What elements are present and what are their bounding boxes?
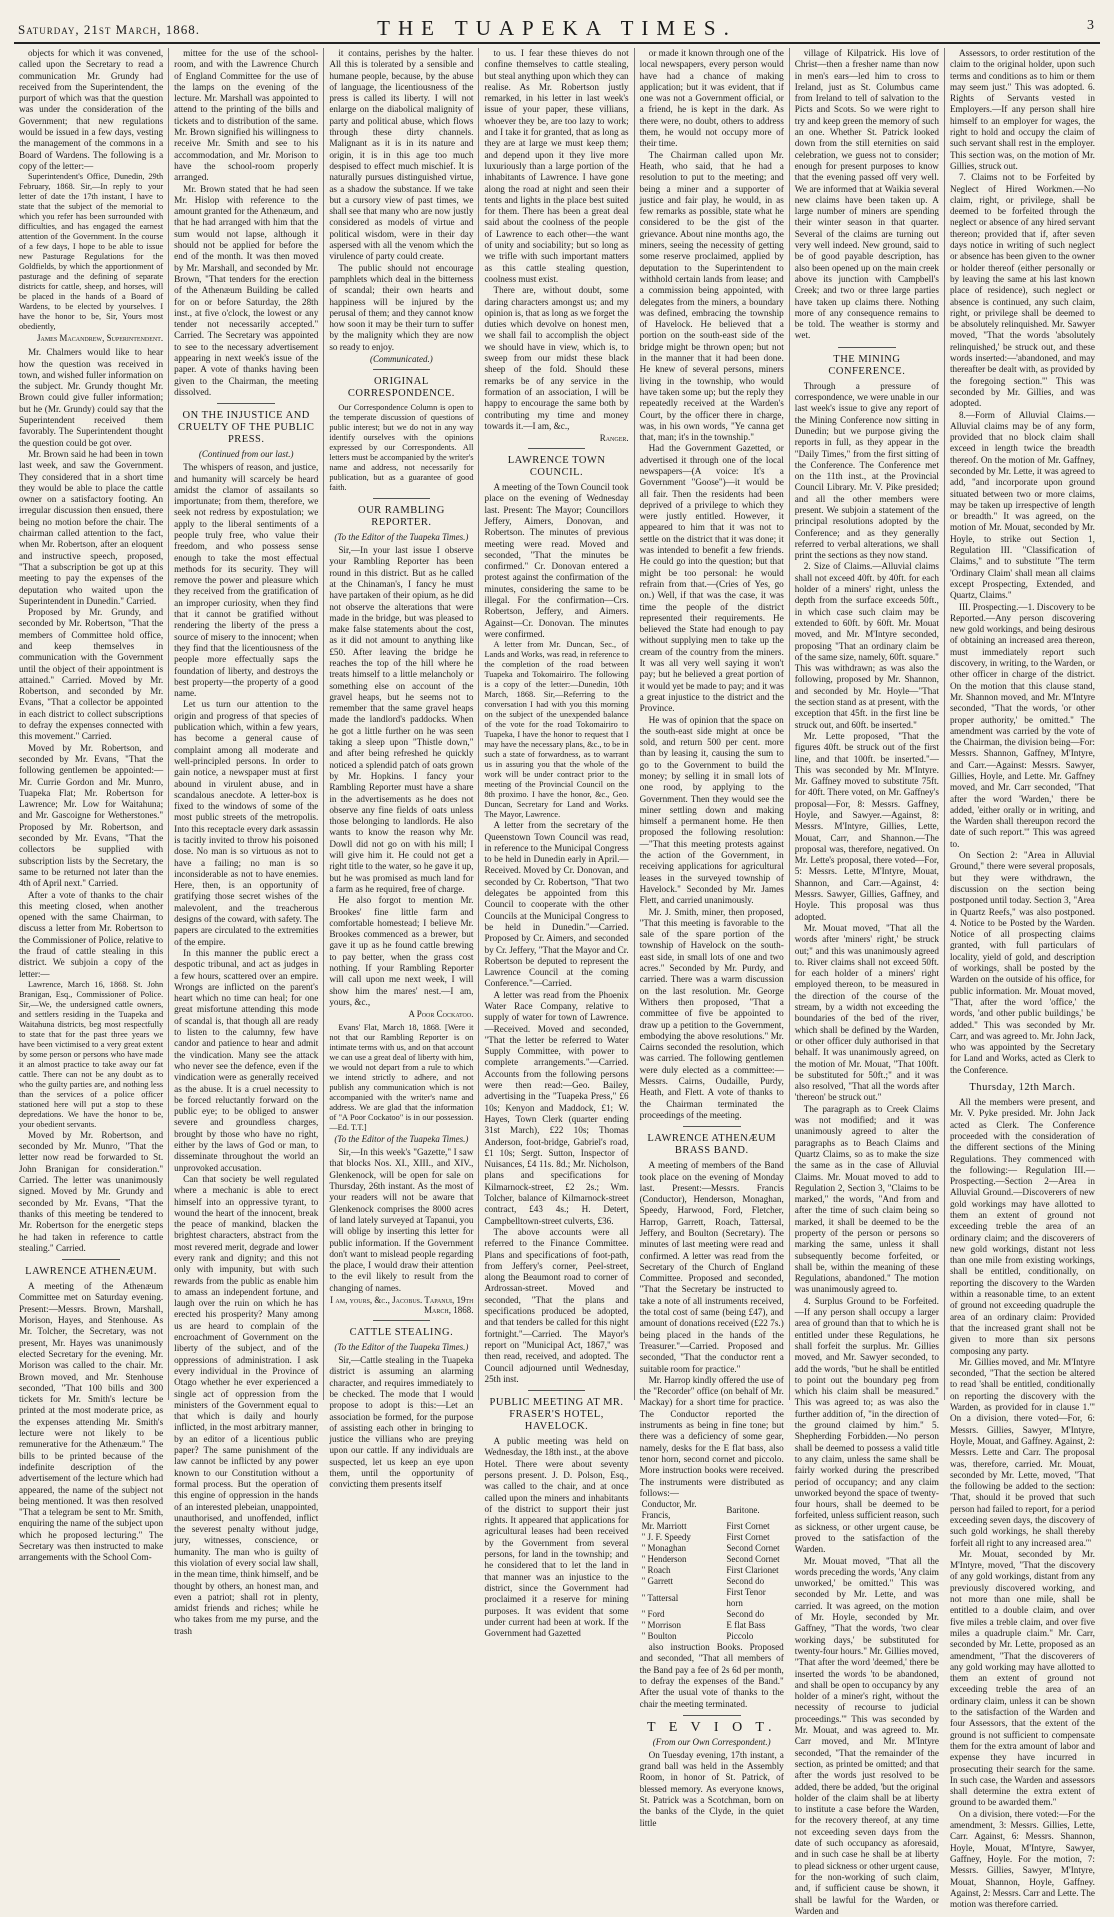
divider (62, 1259, 120, 1260)
article-paragraph: to us. I fear these thieves do not confine themselves to cattle stealing, but steal anything upon which they can realise. As Mr. Robertson justly remarked, in his letter in last week's issue of your paper, these villians, whoever they be, are too lazy to work; and I take it for granted, that as long as they are at large we must keep them; and depend upon it they live more luxuriously than a large portion of the inhabitants of Lawrence. I have gone along the road at night and seen their tents and lights in the place best suited for them. There has been a great deal said about the coolness of the people of Lawrence to each other—the want of unity and sociability; but so long as we trifle with such important matters as this cattle stealing question, coolness must exist. (484, 48, 629, 284)
letter-signature: A Poor Cockatoo. (408, 1009, 474, 1020)
player-name: Conductor, Mr. Francis, (641, 1499, 697, 1521)
columns (14, 48, 1100, 1916)
instrument-row (640, 1609, 784, 1620)
player-name: " Tattersal (641, 1592, 679, 1603)
instrument-row (640, 1576, 784, 1587)
letter-signature: I am, yours, &c., Jacobus. Tapanui, 19th March, 1868. (330, 1295, 474, 1316)
instrument-name: Second Cornet (726, 1554, 780, 1565)
article-paragraph: A meeting of members of the Band took place on the evening of Monday last. Present:—Messrs. Francis (Conductor), Henderson, Monaghan, Speedy, Harwood, Ford, Fletcher, Harrop, Garrett, Roach, Tattersal, Jeffery, and Boulton (Secretary). The minutes of last meeting were read and confirmed. A letter was read from the Secretary of the Church of England Committee. Proposed and seconded, "That the Secretary be instructed to take a note of all instruments received, the total cost of same (being £47), and amount of donations received (£22 7s.) being placed in the hands of the Treasurer."—Carried. Proposed and seconded, "That the conductor rent a suitable room for practice." (639, 1160, 784, 1374)
letter-signature: Ranger. (599, 433, 629, 444)
section-heading: ON THE INJUSTICE AND CRUELTY OF THE PUBLIC PRESS. (178, 410, 315, 446)
instrument-row (640, 1565, 784, 1576)
divider (683, 1715, 741, 1716)
divider (217, 403, 275, 404)
article-paragraph: Let us turn our attention to the origin and progress of that species of publication which, within a few years, has become a general cause of complaint among all moderate and well-principled persons. In order to gain notice, a newspaper must at first abound in virulent abuse, and in scandalous anecdote. A letter-box is fixed to the windows of some of the most public streets of the metropolis. Into this receptacle every dark assassin is tacitly invited to throw his poisoned dose. No man is so virtuous as not to have a failing; no man is so inconsiderable as not to have enemies. Here, then, is an opportunity of gratifying those secret wishes of the malevolent, and the treacherous designs of the coward, with safety. The papers are circulated to the extremities of the empire. (174, 699, 319, 947)
section-heading: THE MINING CONFERENCE. (828, 353, 906, 377)
divider (683, 1126, 741, 1127)
instrument-name: Second Cornet (726, 1543, 780, 1554)
column-2 (169, 48, 324, 1636)
letter-text: Superintendent's Office, Dunedin, 29th February, 1868. Sir,—In reply to your letter of date the 17th instant, I have to state that the subject of the memorial to which you refer has been surrounded with difficulties, and has engaged the earnest attention of the Government. In the course of a few days, I hope to be able to issue new Pasturage Regulations for the Goldfields, by which the apportionment of pasturage and the defining of separate districts for cattle, sheep, and horses, will be placed in the hands of a Board of Wardens, to be elected by yourselves. I have the honor to be, Sir, Yours most obediently, (19, 172, 164, 332)
article-paragraph: On a division, there voted:—For the amendment, 3: Messrs. Gillies, Lette, Carr. Against, 6: Messrs. Shannon, Hoyle, Mouat, M'Intyre, Sawyer, Gaffney, Hoyle. For the motion, 7: Messrs. Gillies, Sawyer, M'Intyre, Mouat, Shannon, Hoyle, Gaffney. Against, 2: Messrs. Carr and Lette. The motion was therefore carried. (949, 1808, 1095, 1910)
article-paragraph: Through a pressure of correspondence, we were unable in our last week's issue to give any report of the Mining Conference now sitting in Dunedin; but we purpose giving the reports in full, as they appear in the "Daily Times," from the first sitting of the Conference. The Conference met on the 11th inst., at the Provincial Council Library. Mr. V. Pike presided; and all the other members were present. We subjoin a statement of the principal resolutions adopted by the Conference; and as they generally referred to verbal alterations, we shall print the sections as they now stand. (794, 380, 939, 561)
divider (373, 498, 431, 499)
instrument-row (640, 1521, 784, 1532)
article-paragraph: III. Prospecting.—1. Discovery to be Reported.—Any person discovering new gold workings, and being desirous of obtaining an increased area thereon, must immediately report such discovery, in writing, to the Warden, or other officer in charge of the district. On the motion that this clause stand, Mr. Shannon moved, and Mr. M'Intyre seconded, "That the words, 'or other proper authority,' be omitted." The amendment was carried by the vote of the Chairman, the division being—For: Messrs. Shannon, Gaffney, M'Intyre, and Carr.—Against: Messrs. Sawyer, Gillies, Hoyle, and Lette. Mr. Gaffney moved, and Mr. Carr seconded, "That after the word 'Warden,' there be added, 'either orally or in writing, and the Warden shall thereupon record the date of such report.'" This was agreed to. (949, 601, 1095, 849)
instrument-name: Second do (726, 1576, 765, 1587)
article-paragraph: Mr. Chalmers would like to hear how the question was received in town, and wished fuller information on the subject. Mr. Grundy thought Mr. Brown could give fuller information; but he (Mr. Grundy) could say that the Superintendent received them favorably. The Superintendent thought the question could be got over. (19, 347, 164, 448)
column-1 (14, 48, 169, 1563)
article-paragraph: Sir,—In this week's "Gazette," I saw that blocks Nos. XI., XIII., and XIV., Glenkenock, will be open for sale on Thursday, 26th instant. As the most of your readers will not be aware that Glenkenock comprises the 8000 acres of land lately surveyed at Tapanui, you will oblige by inserting this letter for public information. If the Government don't want to mislead people regarding the place, I would draw their attention to the evil likely to result from the changing of names. (329, 1147, 474, 1293)
article-paragraph: The whispers of reason, and justice, and humanity will scarcely be heard amidst the clamor of assailants so importunate; from them, therefore, we seek not redress by expostulation; we apply to the liberal sentiments of a people truly free, who value their freedom, and who possess sense enough to take the most effectual methods for its security. They will remove the power and pleasure which they received from the gratification of an improper curiosity, when they find that it cannot be gratified without rendering the liberty of the press a source of misery to the innocent; when they find that the licentiousness of the people more effectually saps the foundation of liberty, and destroys the best property—the property of a good name. (174, 462, 319, 699)
article-paragraph: On Tuesday evening, 17th instant, a grand ball was held in the Assembly Room, in honor of St. Patrick, of blessed memory. As everyone knows, St. Patrick was a Scotchman, born on the banks of the Clyde, in the quiet little (639, 1749, 784, 1828)
column-3 (324, 48, 479, 1490)
section-subheading: (From our Own Correspondent.) (652, 1736, 771, 1747)
section-heading: LAWRENCE ATHENÆUM. (25, 1266, 157, 1278)
section-subheading: (Communicated.) (370, 354, 433, 365)
instrument-row (640, 1543, 784, 1554)
section-heading: LAWRENCE TOWN COUNCIL. (507, 455, 606, 479)
article-paragraph: Mr. Mouat moved, "That all the words preceding the words, 'Any claim unworked,' be omitted." This was seconded by Mr. Lette, and was carried. It was agreed, on the motion of Mr. Hoyle, seconded by Mr. Gaffney, "That the words, 'two clear working days,' be substituted for twenty-four hours." Mr. Gillies moved, "That after the word 'deemed,' there be inserted the words 'to be abandoned, and shall be open to occupancy by any holder of a miner's right, without the necessity of recourse to judicial proceedings.'" This was seconded by Mr. Mouat, and was agreed to. Mr. Carr moved, and Mr. M'Intyre seconded, "That the remainder of the section, as printed be omitted; and that after the words just resolved to be added, there be added, 'but the original holder of the claim shall be at liberty to institute a case before the Warden, for the recovery thereof, at any time not exceeding seven days from the date of such occupancy as aforesaid, and in such case he shall be at liberty to plead sickness or other urgent cause, for the non-working of such claim, and, if sufficient cause be shown, it shall be lawful for the Warden, or Warden and (794, 1555, 939, 1916)
instrument-list (640, 1499, 784, 1642)
article-paragraph: A public meeting was held on Wednesday, the 18th inst., at the above Hotel. There were about seventy persons present. J. D. Polson, Esq., was called to the chair, and at once called upon the miners and inhabitants of the district to support their just rights. It appeared that applications for agricultural leases had been received by the Government from several persons, for land in the township; and he considered that to let the land in that manner was an injustice to the district, since the Government had proclaimed it a reserve for mining purposes. It was evident that some under current had been at work. If the Government had Gazetted (484, 1436, 629, 1639)
instrument-row (640, 1554, 784, 1565)
column-5 (635, 48, 790, 1828)
section-heading: T E V I O T. (646, 1719, 777, 1735)
article-paragraph: Mr. Gillies moved, and Mr. M'Intyre seconded, "That the section be altered to read 'shall be entitled, conditionally on reporting the discovery with the Warden, as provided for in clause 1.'" On a division, there voted—For, 6: Messrs. Gillies, Sawyer, M'Intyre, Hoyle, Mouat, and Gaffney. Against, 2: Messrs. Lette and Carr. The proposal was, therefore, carried. Mr. Mouat, seconded by Mr. Lette, moved, "That the following be added to the section: 'That, should it be proved that such person had failed to report, for a period exceeding seven days, the discovery of such gold workings, he shall thereby forfeit all right to any increased area.'" (949, 1356, 1095, 1548)
instrument-name: First Cornet (726, 1521, 770, 1532)
player-name: " Henderson (641, 1554, 687, 1565)
article-paragraph: Sir,—Cattle stealing in the Tuapeka district is assuming an alarming character, and requires immediately to be checked. The mode that I would propose to adopt is this:—Let an association be formed, for the purpose of assisting each other in bringing to justice the villians who are preying upon our cattle. If any individuals are suspected, let us keep an eye upon them, until the opportunity of convicting them presents itself (329, 1355, 474, 1490)
article-paragraph: A letter was read from the Phoenix Water Race Company, relative to supply of water for town of Lawrence.—Received. Moved and seconded, "That the letter be referred to Water Supply Committee, with power to complete arrangements."—Carried. Accounts from the following persons were then read:—Geo. Bailey, advertising in the "Tuapeka Press," £6 10s; Kenyon and Maddock, £1; W. Hayes, Town Clerk (quarter ending 31st March), £22 10s; Thomas Anderson, foot-bridge, Gabriel's road, £1 10s; Sergt. Sutton, Inspector of Nuisances, £4 11s. 8d.; Mr. Nicholson, plans and specifications for Kilmarnock-street, £2 2s.; Wm. Tolcher, balance of Kilmarnock-street contract, £43 4s.; H. Detert, Campbelltown-street culverts, £36. (484, 989, 629, 1226)
divider (373, 369, 431, 370)
article-paragraph: 8.—Form of Alluvial Claims.—Alluvial claims may be of any form, provided that no block claim shall exceed in length twice the breadth thereof. On the motion of Mr. Gaffney, seconded by Mr. Lette, it was agreed to add, "and incorporate upon ground situated between two or more claims, may be taken up irrespective of length or breadth." It was agreed, on the motion of Mr. Mouat, seconded by Mr. Hoyle, to strike out Section 1, Regulation III. "Classification of Claims," and to substitute "The term 'Ordinary Claim' shall mean all claims except Prospecting, Extended, and Quartz, Claims." (949, 409, 1095, 601)
section-subheading: (To the Editor of the Tuapeka Times.) (334, 1134, 469, 1145)
newspaper-title: THE TUAPEKA TIMES. (377, 16, 737, 40)
player-name: " Boulton (641, 1631, 677, 1642)
section-heading: LAWRENCE ATHENÆUM BRASS BAND. (647, 1133, 777, 1157)
divider (528, 448, 586, 449)
article-paragraph: 2. Size of Claims.—Alluvial claims shall not exceed 40ft. by 40ft. for each holder of a miners' right, unless the depth from the surface exceeds 50ft., in which case such claim may be extended to 60ft. by 60ft. Mr. Mouat moved, and Mr. M'Intyre seconded, proposing "That an ordinary claim be of the same size, namely, 60ft. square." This was withdrawn; as was also the following, proposed by Mr. Shannon, and seconded by Mr. Hoyle—"That the section stand as at present, with the exception that 45ft. in the first line be struck out, and 60ft. be inserted." (794, 561, 939, 730)
article-paragraph: Mr. Brown said he had been in town last week, and saw the Government. They considered that in a short time they would be able to place the cattle owner on a satisfactory footing. An irregular discussion then ensued, there being no motion before the chair. The chairman called attention to the fact, when Mr. Robertson, after an eloquent and instructive speech, proposed, "That a subscription be got up at this meeting to pay the expenses of the deputation who waited upon the Superintendent in Dunedin." Carried. (19, 448, 164, 606)
letter-text: Lawrence, March 16, 1868. St. John Branigan, Esq., Commissioner of Police. Sir,—We, the undersigned cattle owners, and settlers residing in the Tuapeka and Waitahuna districts, beg most respectfully to state that for the past three years we have been victimised to a very great extent by some person or persons who have made it an almost practice to take away our fat cattle. There can not be any doubt as to who the guilty parties are, and nothing less than the services of a police officer stationed here will put a stop to these depredations. We have the honor to be, your obedient servants. (19, 979, 164, 1129)
article-paragraph: He also forgot to mention Mr. Brookes' fine little farm and comfortable homestead; I believe Mr. Brookes commenced as a brewer, but gave it up as he found cattle brewing to pay better, when the grass cost nothing. If your Rambling Reporter will call upon me next week, I will show him the mares' nest.—I am, yours, &c., (329, 895, 474, 1007)
instrument-row (640, 1620, 784, 1631)
instrument-name: First Cornet (726, 1532, 770, 1543)
article-paragraph: A meeting of the Town Council took place on the evening of Wednesday last. Present: The Mayor; Councillors Jeffery, Aimers, Donovan, and Robertson. The minutes of previous meeting were read. Moved and seconded, "That the minutes be confirmed." Cr. Donovan entered a protest against the confirmation of the minutes, considering the same to be illegal. For the confirmation—Crs. Robertson, Jeffery, and Aimers. Against—Cr. Donovan. The minutes were confirmed. (484, 482, 629, 639)
section-heading: OUR RAMBLING REPORTER. (357, 505, 445, 529)
article-paragraph: The public should not encourage pamphlets which deal in the bitterness of scandal; their own hearts and happiness will be injured by the perusal of them; and they cannot know how soon it may be their turn to suffer by the malignity which they are now so ready to enjoy. (329, 262, 474, 352)
divider (838, 347, 896, 348)
article-paragraph: Mr. Mouat, seconded by Mr. M'Intyre, moved, "That the discovery of any gold workings, distant from any previously discovered working, and not more than one mile, shall be entitled to a double claim, and over five miles a treble claim, and over five miles a quadruple claim." Mr. Carr, seconded by Mr. Lette, proposed as an amendment, "That the discoverers of any gold working may have allotted to them an extent of ground not exceeding treble the area of an ordinary claim, unless it can be shown to the satisfaction of the Warden and four Assessors, that the extent of the ground is not sufficient to compensate them for the extra amount of labor and expense they have incurred in prosecuting their search for the same. In such case, the Warden and assessors shall determine the extra extent of ground to be awarded them." (949, 1548, 1095, 1808)
section-heading: CATTLE STEALING. (349, 1327, 454, 1339)
instrument-name: Second do (726, 1609, 765, 1620)
section-subheading: (To the Editor of the Tuapeka Times.) (334, 532, 469, 543)
article-paragraph: 7. Claims not to be Forfeited by Neglect of Hired Workmen.—No claim, right, or privilege, shall be deemed to be forfeited through the neglect or absence of any hired servant thereon; provided that if, after seven days notice in writing of such neglect or absence has been given to the owner or holder thereof (either personally or by leaving the same at his last known place of residence), such neglect or absence is continued, any such claim, right, or privilege shall be deemed to be absolutely relinquished. Mr. Sawyer moved, "That the words 'absolutely relinquished,' be struck out, and these words inserted:—'abandoned, and may thereafter be dealt with, as provided by the foregoing section.'" This was seconded by Mr. Gillies, and was adopted. (949, 172, 1095, 409)
article-paragraph: 4. Surplus Ground to be Forfeited.—If any person shall occupy a larger area of ground than that to which he is entitled under these Regulations, he shall forfeit the surplus. Mr. Gillies moved, and Mr. Sawyer seconded, to add the words, "but he shall be entitled to point out the boundary peg from which his claim shall be measured." This was agreed to; as was also the further addition of, "in the direction of the ground claimed by him." 5. Shepherding Forbidden.—No person shall be deemed to possess a valid title to any claim, unless the same shall be fairly worked during the prescribed period of occupancy; and any claim unworked beyond the space of twenty-four hours, shall be deemed to be forfeited, unless sufficient reason, such as sickness, or other urgent cause, be proved to the satisfaction of the Warden. (794, 1295, 939, 1555)
article-paragraph: objects for which it was convened, called upon the Secretary to read a communication Mr. Grundy had received from the Superintendent, the purport of which was that the question was under the consideration of the Government; that new regulations would be issued in a few days, vesting the management of the commons in a Board of Wardens. The following is a copy of the letter:— (19, 48, 164, 171)
article-paragraph: A meeting of the Athenæum Committee met on Saturday evening. Present:—Messrs. Brown, Marshall, Morison, Hayes, and Stenhouse. As Mr. Tolcher, the Secretary, was not present, Mr. Hayes was unanimously elected Secretary for the evening. Mr. Morison was called to the chair. Mr. Brown moved, and Mr. Stenhouse seconded, "That 100 bills and 300 tickets for Mr. Smith's lecture be printed at the most moderate price, as the expenses attending Mr. Smith's lecture were not likely to be remunerative for the Athenæum." The bills to be printed because of the indefinite description of the advertisement of the lecture which had appeared, the name of the subject not being mentioned. It was then resolved "That a telegram be sent to Mr. Smith, enquiring the name of the subject upon which he proposed lecturing." The Secretary was then instructed to make arrangements with the School Com- (19, 1281, 164, 1563)
article-paragraph: Had the Government Gazetted, or advertised it through one of the local newspapers—(A voice: It's a Government "Goose")—it would be all fair. Then the residents had been deprived of a privilege to which they were justly entitled. However, it appeared to him that it was not to settle on the district that it was done; it was intended to benefit a few friends. He could go into the question; but that might be too personal: he would refrain from that.—(Cries of Yes, go on.) Well, if that was the case, it was time the people of the district represented their requirements. He believed the State had enough to pay without supplying men to take up the cream of the country from the miners. It was all very well saying it won't pay; but he believed a great portion of it would yet be made to pay; and it was a great injustice to the district and the Province. (639, 443, 784, 714)
article-paragraph: it contains, perishes by the halter. All this is tolerated by a sensible and humane people, because, by the abuse of language, the licentiousness of the press is called its liberty. I will not enlarge on the diabolical malignity of party and political abuse, which flows through these dirty channels. Malignant as it is in its nature and origin, it is in this age too much despised to effect much mischief. It is naturally pursues distinguished virtue, as a shadow the substance. If we take but a cursory view of past times, we shall see that many who are now justly considered as models of virtue and political wisdom, were in their day aspersed with all the venom which the virulence of party could create. (329, 48, 474, 262)
divider (373, 1320, 431, 1321)
article-paragraph: Moved by Mr. Robertson, and seconded by Mr. Munro, "That the letter now read be forwarded to St. John Branigan for consideration." Carried. The letter was unanimously signed. Moved by Mr. Grundy and seconded by Mr. Evans, "That the thanks of this meeting be tendered to Mr. Robertson for the energetic steps he had taken in reference to cattle stealing." Carried. (19, 1129, 164, 1253)
article-paragraph: All the members were present, and Mr. V. Pyke presided. Mr. John Jack acted as Clerk. The Conference proceeded with the consideration of the different sections of the Mining Regulations. They commenced with the following:— Regulation III.—Prospecting.—Section 2—Area in Alluvial Ground.—Discoverers of new gold workings may have allotted to them an extent of ground not exceeding treble the area of an ordinary claim; and the discoverers of new gold workings, distant not less than one mile from existing workings, shall be entitled, conditionally, on reporting the discovery to the Warden within a reasonable time, to an extent of ground not exceeding quadruple the area of an ordinary claim: Provided that the increased grant shall not be given to more than six persons composing any party. (949, 1097, 1095, 1356)
issue-date: Saturday, 21st March, 1868. (18, 22, 200, 37)
player-name: " Ford (641, 1609, 665, 1620)
instrument-row (640, 1499, 784, 1521)
article-paragraph: A letter from the secretary of the Queenstown Town Council was read, in reference to the Municipal Congress to be held in Dunedin early in April.—Received. Moved by Cr. Donovan, and seconded by Cr. Robertson, "That two delegates be appointed from this Council to cooperate with the other Councils at the Municipal Congress to be held in Dunedin."—Carried. Proposed by Cr. Aimers, and seconded by Cr. Jeffery, "That the Mayor and Cr. Robertson be deputed to represent the Lawrence Council at the coming Conference."—Carried. (484, 820, 629, 989)
article-paragraph: In this manner the public erect a despotic tribunal, and act as judges in a few hours, scattered over an empire. Wrongs are inflicted on the parent's heart which no time can heal; for one great misfortune attending this mode of scandal is, that though all are ready to listen to the calumny, few have candor and patience to hear and admit the vindication. Many see the attack who never see the defence, even if the vindication were as generally received as the abuse. It is a cruel necessity to be forced reluctantly forward on the public eye; to be obliged to answer severe and groundless charges, brought by those who have no right, either by the laws of God or man, to disseminate throughout the world an unprovoked accusation. (174, 947, 319, 1173)
column-6 (790, 48, 945, 1916)
player-name: " Monaghan (641, 1543, 687, 1554)
article-paragraph: The Chairman called upon Mr. Heath, who said, that he had a resolution to put to the meeting; and being a miner and a supporter of justice and fair play, he would, in as few remarks as possible, state what he considered to be the gist of the grievance. About nine months ago, the miners, seeing the necessity of getting some reserve proclaimed, applied by deputation to the Superintendent to withhold certain lands from lease; and a commission being appointed, with delegates from the miners, a boundary was defined, embracing the township of Havelock. He believed that a portion on the south-east side of the bridge might be thrown open; but not in the manner that it had been done. He knew of several persons, miners living in the township, who would have taken some up; but the reply they repeatedly received at the Warden's Court, by the officer there in charge, was, in his own words, "Ye canna get that, man; it's in the township." (639, 149, 784, 443)
instrument-name: Baritone. (726, 1504, 760, 1515)
column-7 (945, 48, 1100, 1910)
column-4 (479, 48, 634, 1639)
article-paragraph: Mr. Mouat moved, "That all the words after 'miners' right,' be struck out;" and this was unanimously agreed to. River claims shall not exceed 50ft. for each holder of a miners' right employed thereon, to be measured in the direction of the course of the stream, by a width not exceeding the boundaries of the bed of the river, which shall be defined by the Warden, or other officer duly authorised in that behalf. It was unanimously agreed, on the motion of Mr. Mouat, "That 100ft. be substituted for 50ft.;" and it was also resolved, "That all the words after 'thereon' be struck out." (794, 922, 939, 1103)
letter-signature: James Macandrew, Superintendent. (36, 333, 164, 344)
article-paragraph: Mr. Brown stated that he had seen Mr. Hislop with reference to the amount granted for the Athenæum, and that he had arranged with him that the sum would not lapse, although it should not be applied for before the end of the month. It was then moved by Mr. Marshall, and seconded by Mr. Brown, "That tenders for the erection of the Athenæum Building be called for on or before Saturday, the 28th inst., at five o'clock, the lowest or any tender not necessarily accepted." Carried. The Secretary was appointed to see to the necessary advertisement appearing in next week's issue of the paper. A vote of thanks having been given to the Chairman, the meeting dissolved. (174, 183, 319, 397)
player-name: " Morrison (641, 1620, 682, 1631)
article-paragraph: Mr. Harrop kindly offered the use of the "Recorder" office (on behalf of Mr. Mackay) for a short time for practice. The Conductor reported the instruments as being in fine tone; but there was a deficiency of some gear, namely, desks for the E flat bass, also tenor horn, second cornet and piccolo. More instruction books were received. The instruments were distributed as follows:— (639, 1374, 784, 1498)
player-name: " Roach (641, 1565, 671, 1576)
player-name: " Garrett (641, 1576, 674, 1587)
section-heading: PUBLIC MEETING AT MR. FRASER'S HOTEL, HAVELOCK. (489, 1397, 624, 1433)
instrument-row (640, 1532, 784, 1543)
section-heading: ORIGINAL CORRESPONDENCE. (347, 376, 455, 400)
section-subheading: (To the Editor of the Tuapeka Times.) (334, 1342, 469, 1353)
article-paragraph: Assessors, to order restitution of the claim to the original holder, upon such terms and conditions as to him or them may seem just." This was adopted. 6. Rights of Servants vested in Employers.—If any person shall hire himself to an employer for wages, the right to hold and occupy the claim of such servant shall rest in the employer. This section was, on the motion of Mr. Gillies, struck out. (949, 48, 1095, 171)
article-paragraph: village of Kilpatrick. His love of Christ—then a fresher name than now in men's ears—led him to cross to Ireland, just as St. Columbus came from Ireland to tell of salvation to the Picts and Scots. So we were right to try and keep green the memory of such an one. Whether St. Patrick looked down from the still eternities on said celebration, we guess not to consider; enough for present purposes to know that the evening passed off very well. We are informed that at Waikia several new claims have been taken up. A large number of miners are spending their winter season in that quarter. Several of the claims are turning out very well indeed. New ground, said to be of good payable description, has also been opened up on the main creek above its junction with Campbell's Creek; and two or three large parties have taken up claims there. Nothing more of any consequence remains to be told. The weather is stormy and wet. (794, 48, 939, 341)
instrument-name: E flat Bass (726, 1620, 766, 1631)
editorial-note: Evans' Flat, March 18, 1868. [Were it not that our Rambling Reporter is on intimate terms with us, and on that account we can use a great deal of liberty with him, we would not depart from a rule to which we intend strictly to adhere, and not publish any communication which is not accompanied with the writer's name and address. We are glad that the information of "A Poor Cockatoo" is in our possession.—Ed. T.T.] (329, 1023, 474, 1133)
instrument-row (640, 1631, 784, 1642)
article-paragraph: Mr. J. Smith, miner, then proposed, "That this meeting is favorable to the sale of the spare portion of the township of Havelock on the south-east side, in small lots of one and two acres." Seconded by Mr. Purdy, and carried. There was a warm discussion on the last resolution. Mr. George Withers then proposed, "That a committee of five be appointed to draw up a petition to the Government, embodying the above resolutions." Mr. Cairns seconded the resolution, which was carried. The following gentlemen were duly elected as a committee:—Messrs. Cairns, Oudaille, Purdy, Heath, and Flett. A vote of thanks to the Chairman terminated the proceedings of the meeting. (639, 906, 784, 1120)
article-paragraph: Moved by Mr. Robertson, and seconded by Mr. Evans, "That the following gentlemen be appointed:—Mr. Currie Gordon and Mr. Munro, Tuapeka Flat; Mr. Robertson for Lawrence; Mr. Low for Waitahuna; and Mr. Gascoigne for Wetherstones." Proposed by Mr. Robertson, and seconded by Mr. Evans, "That the collectors be supplied with subscription lists by the Secretary, the same to be returned not later than the 4th of April next." Carried. (19, 742, 164, 889)
article-paragraph: There are, without doubt, some daring characters amongst us; and my opinion is, that as long as we forget the duties which devolve on honest men, we shall fail to accomplish the object we should have in view, which is, to sweep from our midst these black sheep of the fold. Should these remarks be of any service in the formation of an association, I will be happy to encourage the same both by contributing my time and money towards it.—I am, &c., (484, 285, 629, 431)
instrument-name: First Clarionet (726, 1565, 779, 1576)
article-paragraph: Can that society be well regulated where a mechanic is able to erect himself into an oppressive tyrant, to wound the heart of the innocent, break the peace of mankind, blacken the brightest characters, abstract from the most revered merit, degrade and lower every rank and dignity; and this not only with impunity, but with such rewards from the public as enable him to amass an independent fortune, and laugh over the ruin on which he has erected his prosperity? Many among us are heard to complain of the encroachment of Government on the liberty of the subject, and of the oppressions of administration. I ask every individual in the Province of Otago whether he ever experienced a single act of oppression from the ministers of the Government equal to that which is daily and hourly inflicted, in the most arbitrary manner, by an editor of a licentious public paper? The same punishment of the law cannot be inflicted by any power known to our Constitution without a formal process. But the operation of this engine of oppression in the hands of an interested plebeian, unappointed, unauthorised, and unoffended, inflict the severest penalty without judge, jury, witnesses, conscience, or humanity. The man who is guilty of this violation of every social law shall, in the mean time, think himself, and be thought by others, an honest man, and even a patriot; shall rot in plenty, amidst friends and riches; while he who takes from me my purse, and the trash (174, 1173, 319, 1636)
article-paragraph: also instruction Books. Proposed and seconded, "That all members of the Band pay a fee of 2s 6d per month, to defray the expenses of the Band." After the usual vote of thanks to the chair the meeting terminated. (639, 1642, 784, 1709)
divider (528, 1390, 586, 1391)
article-paragraph: The paragraph as to Creek Claims was not modified; and it was unanimously agreed to alter the paragraphs as to Beach Claims and Quartz Claims, so as to make the size the same as in the case of Alluvial Claims. Mr. Mouat moved to add to Regulation 2, Section 3, "Claims to be marked," the words, "And from and after the time of such claim being so marked, it shall be deemed to be the property of the person or persons so marking the same, unless it shall subsequently become forfeited, or shall be, within the meaning of these Regulations, abandoned." The motion was unanimously agreed to. (794, 1103, 939, 1295)
letter-text: A letter from Mr. Duncan, Sec., of Lands and Works, was read, in reference to the completion of the road between Tuapeka and Tokomairiro. The following is a copy of the letter:—Dunedin, 10th March, 1868. Sir,—Referring to the conversation I had with you this morning on the subject of the unexpended balance of the vote for the road Tokomairiro to Tuapeka, I have the honor to request that I may have the necessary plans, &c., to be in such a state of forwardness, as to warrant us in assuring you that the whole of the work will be under contract prior to the meeting of the Provincial Council on the 8th proximo. I have the honor, &c., Geo. Duncan, Secretary for Land and Works. The Mayor, Lawrence. (484, 640, 629, 820)
article-paragraph: The above accounts were all referred to the Finance Committee. Plans and specifications of foot-path, from Jeffery's corner, Peel-street, along the Beaumont road to corner of Ardrossan-street. Moved and seconded, "That the plans and specifications produced be adopted, and that tenders be called for this night fortnight."—Carried. The Mayor's report on "Municipal Act, 1867," was then read, received, and adopted. The Council adjourned until Wednesday, 25th inst. (484, 1226, 629, 1384)
article-paragraph: Sir,—In your last issue I observe your Rambling Reporter has been round in this district. But as he called at the Chinaman's, I fancy he must have partaken of their opium, as he did not observe the alterations that were made in the bridge, but was pleased to make false statements about the cost, as it did not amount to anything like £50. After leaving the bridge he reaches the top of the hill where he treats himself to a little melancholy or something else on account of the gravel heaps, but he seems not to remember that the same gravel heaps made the landlord's paddocks. When he got a little further on he was seen taking a sleep upon "Thistle down," and after being refreshed he quickly noticed a splendid patch of oats grown by Mr. Hopkins. I fancy your Rambling Reporter must have a share in the advertisements as he does not observe any fine fields of oats unless those belonging to landlords. He also wants to know the reason why Mr. Dowll did not go on with his mill; I will give him it. He could not get a right title to the water, so he gave it up, but he was promised as much land for a farm as he required, free of charge. (329, 545, 474, 894)
page-number: 3 (1087, 18, 1094, 33)
editorial-note: Our Correspondence Column is open to the temperate discussion of questions of public interest; but we do not in any way identify ourselves with the opinions expressed by our Correspondents. All letters must be accompanied by the writer's name and address, not necessarily for publication, but as a guarantee of good faith. (329, 403, 474, 493)
article-paragraph: or made it known through one of the local newspapers, every person would have had a chance of making application; but it was evident, that if one was not a Government official, or a friend, he is kept in the dark. As there were, no doubt, others to address them, he would not occupy more of their time. (639, 48, 784, 149)
player-name: " J. F. Speedy (641, 1532, 691, 1543)
article-paragraph: Mr. Lette proposed, "That the figures 40ft. be struck out of the first line, and that 100ft. be inserted."—This was seconded by Mr. M'Intyre. Mr. Gaffney moved to substitute 75ft. for 40ft. There voted, on Mr. Gaffney's proposal—For, 8: Messrs. Gaffney, Hoyle, and Sawyer.—Against, 8: Messrs. M'Intyre, Gillies, Lette, Mouat, Carr, and Shannon.—The proposal was, therefore, negatived. On Mr. Lette's proposal, there voted—For, 5: Messrs. Lette, M'Intyre, Mouat, Shannon, and Carr.—Against, 4: Messrs. Sawyer, Gillies, Gaffney, and Hoyle. This proposal was thus adopted. (794, 730, 939, 922)
article-paragraph: After a vote of thanks to the chair this meeting closed, when another opened with the same Chairman, to discuss a letter from Mr. Robertson to the Commissioner of Police, relative to the fraud of cattle stealing in this district. We subjoin a copy of the letter:— (19, 889, 164, 979)
instrument-row (640, 1587, 784, 1609)
player-name: Mr. Marriott (641, 1521, 687, 1532)
article-paragraph: He was of opinion that the space on the south-east side might at once be sold, and return 500 per cent. more than by leasing it, causing the sum to go to the Government to build the money; by selling it in small lots of one rood, by applying to the Government. Then they would see the miner settling down and making himself a permanent home. He then proposed the following resolution:—"That this meeting protests against the action of the Government, in receiving applications for agricultural leases in the surveyed township of Havelock." Seconded by Mr. James Flett, and carried unanimously. (639, 714, 784, 906)
masthead (14, 12, 1100, 44)
article-paragraph: mittee for the use of the school-room, and with the Lawrence Church of England Committee for the use of the lamps on the evening of the lecture. Mr. Marshall was appointed to attend to the printing of the bills and tickets and to distribution of the same. Mr. Brown signified his willingness to receive Mr. Smith and see to his accommodation, and Mr. Morison to have the school-room properly arranged. (174, 48, 319, 183)
article-paragraph: On Section 2: "Area in Alluvial Ground," there were several proposals, but they were withdrawn, the discussion on the section being postponed until today. Section 3, "Area in Quartz Reefs," was also postponed. 4. Notice to be Posted by the Warden. Notice of all prospecting claims granted, with full particulars of locality, yield of gold, and description of workings, shall be posted by the Warden on the outside of his office, for public information. Mr. Mouat moved, "That, after the word 'office,' the words, 'and other public buildings,' be added." This was seconded by Mr. Carr, and was agreed to. Mr. John Jack, who was appointed by the Secretary for Land and Works, acted as Clerk to the Conference. (949, 850, 1095, 1075)
section-heading: Thursday, 12th March. (969, 1082, 1076, 1094)
instrument-name: First Tenor horn (726, 1587, 766, 1609)
instrument-name: Piccolo (726, 1631, 754, 1642)
article-paragraph: Proposed by Mr. Grundy, and seconded by Mr. Robertson, "That the members of Committee hold office, and keep themselves in communication with the Government until the object of their appointment is attained." Carried. Moved by Mr. Robertson, and seconded by Mr. Evans, "That a collector be appointed in each district to collect subscriptions to defray the expenses connected with this movement." Carried. (19, 607, 164, 742)
section-subheading: (Continued from our last.) (198, 449, 294, 460)
